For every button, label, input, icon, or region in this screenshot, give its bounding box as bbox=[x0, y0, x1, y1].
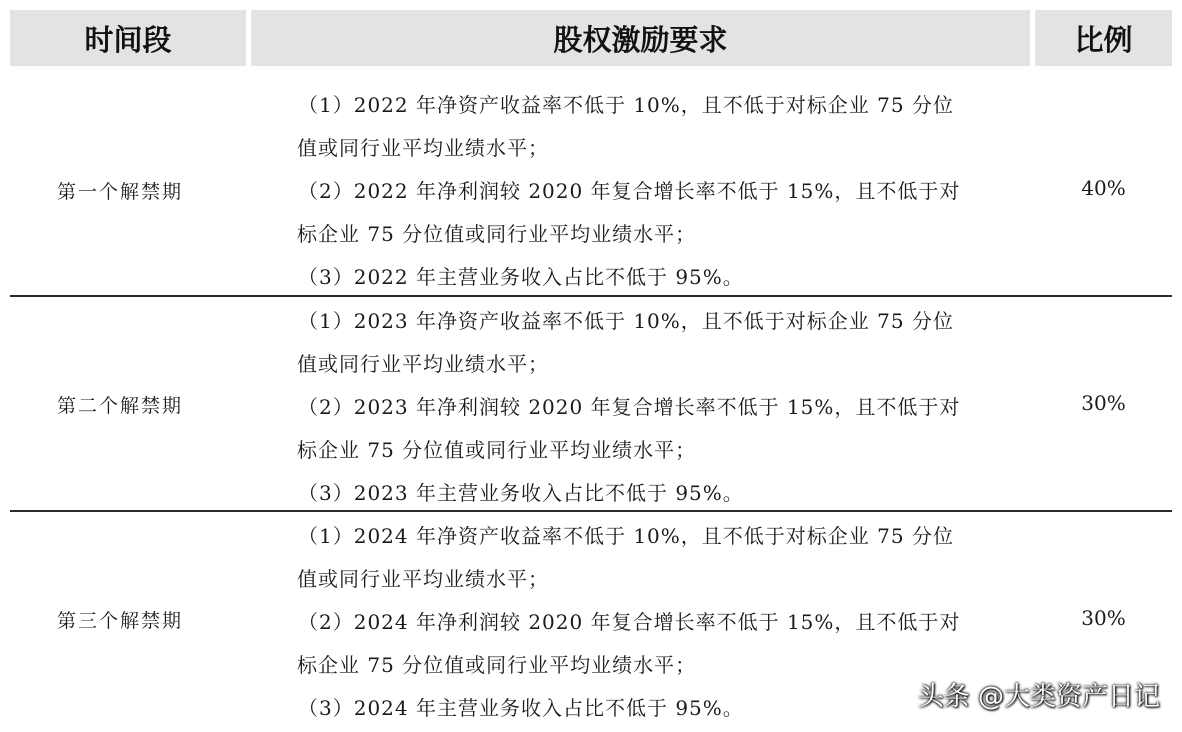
row-1-line-1: （1）2022 年净资产收益率不低于 10%，且不低于对标企业 75 分位 bbox=[298, 93, 954, 117]
watermark: 头条 @大类资产日记 bbox=[917, 682, 1160, 712]
row-separator bbox=[10, 295, 1172, 297]
row-3-period: 第三个解禁期 bbox=[56, 610, 183, 632]
row-2-line-2: 值或同行业平均业绩水平； bbox=[297, 352, 549, 376]
row-3-line-5: （3）2024 年主营业务收入占比不低于 95%。 bbox=[298, 696, 744, 720]
row-2-ratio: 30% bbox=[1081, 391, 1126, 415]
header-ratio: 比例 bbox=[1035, 10, 1172, 66]
row-separator bbox=[10, 510, 1172, 512]
row-1-line-4: 标企业 75 分位值或同行业平均业绩水平； bbox=[297, 222, 697, 246]
row-1-line-3: （2）2022 年净利润较 2020 年复合增长率不低于 15%，且不低于对 bbox=[298, 179, 961, 203]
header-requirement: 股权激励要求 bbox=[251, 10, 1030, 66]
header-period: 时间段 bbox=[10, 10, 246, 66]
row-2-line-4: 标企业 75 分位值或同行业平均业绩水平； bbox=[297, 438, 697, 462]
row-3-line-1: （1）2024 年净资产收益率不低于 10%，且不低于对标企业 75 分位 bbox=[298, 524, 954, 548]
row-2-line-1: （1）2023 年净资产收益率不低于 10%，且不低于对标企业 75 分位 bbox=[298, 309, 954, 333]
row-1-line-2: 值或同行业平均业绩水平； bbox=[297, 136, 549, 160]
row-1-ratio: 40% bbox=[1081, 176, 1126, 200]
row-3-line-4: 标企业 75 分位值或同行业平均业绩水平； bbox=[297, 653, 697, 677]
row-2-period: 第二个解禁期 bbox=[56, 395, 183, 417]
row-3-line-3: （2）2024 年净利润较 2020 年复合增长率不低于 15%，且不低于对 bbox=[298, 610, 961, 634]
row-2-line-3: （2）2023 年净利润较 2020 年复合增长率不低于 15%，且不低于对 bbox=[298, 395, 961, 419]
row-1-period: 第一个解禁期 bbox=[56, 181, 183, 203]
row-3-line-2: 值或同行业平均业绩水平； bbox=[297, 567, 549, 591]
row-2-line-5: （3）2023 年主营业务收入占比不低于 95%。 bbox=[298, 481, 744, 505]
row-1-line-5: （3）2022 年主营业务收入占比不低于 95%。 bbox=[298, 265, 744, 289]
row-3-ratio: 30% bbox=[1081, 606, 1126, 630]
